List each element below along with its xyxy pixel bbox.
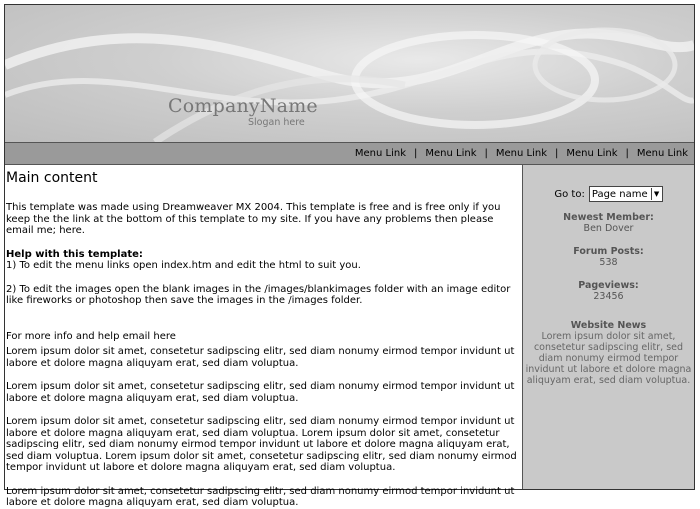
- header-banner: [5, 5, 694, 142]
- forum-posts-value: 538: [599, 257, 618, 268]
- page-frame: [4, 4, 695, 508]
- goto-label: Go to:: [554, 188, 585, 200]
- website-news-body: Lorem ipsum dolor sit amet, consetetur sadipscing elitr, sed diam nonumy eirmod tempor invidunt ut labore et dolore magna aliquyam erat, sed diam voluptua.: [525, 331, 692, 386]
- website-news-title: Website News: [570, 320, 647, 331]
- newest-member-label: Newest Member:: [563, 212, 654, 223]
- help-section: [6, 249, 522, 272]
- company-name: CompanyName: [168, 95, 318, 117]
- page-select-value: Page name: [591, 188, 648, 200]
- goto-row: [523, 186, 694, 202]
- lorem-paragraph-1: Lorem ipsum dolor sit amet, consetetur sadipscing elitr, sed diam nonumy eirmod tempor invidunt ut labore et dolore magna aliquyam erat, sed diam voluptua.: [6, 346, 515, 369]
- menu-link-1[interactable]: Menu Link: [354, 148, 406, 159]
- intro-paragraph: This template was made using Dreamweaver MX 2004. This template is free and is free only if you keep the the link at the bottom of this template to my site. If you have any problems then please email me; here.: [6, 202, 501, 236]
- lorem-paragraph-2: Lorem ipsum dolor sit amet, consetetur sadipscing elitr, sed diam nonumy eirmod tempor invidunt ut labore et dolore magna aliquyam erat, sed diam voluptua.: [6, 381, 515, 404]
- menu-separator: |: [555, 148, 559, 159]
- menu-link-5[interactable]: Menu Link: [636, 148, 688, 159]
- lorem-paragraph-3: Lorem ipsum dolor sit amet, consetetur sadipscing elitr, sed diam nonumy eirmod tempor invidunt ut labore et dolore magna aliquyam erat, sed diam voluptua. Lorem ipsum dolor sit amet, consetetur sadipscing elitr, sed diam nonumy eirmod tempor invidunt ut labore et dolore magna aliquyam erat, sed diam voluptua. Lorem ipsum dolor sit amet, consetetur sadipscing elitr, sed diam nonumy eirmod tempor invidunt ut labore et dolore magna aliquyam erat, sed diam voluptua.: [6, 416, 517, 473]
- help-step-2: 2) To edit the images open the blank images in the /images/blankimages folder with an image editor like fireworks or photoshop then save the images in the /images folder.: [6, 283, 511, 306]
- main-title: Main content: [6, 170, 98, 186]
- menu-link-2[interactable]: Menu Link: [425, 148, 477, 159]
- forum-posts-label: Forum Posts:: [573, 246, 644, 257]
- help-heading: Help with this template:: [6, 248, 143, 260]
- newest-member-value: Ben Dover: [583, 223, 634, 234]
- menu-separator: |: [484, 148, 488, 159]
- menu-separator: |: [625, 148, 629, 159]
- sidebar: [522, 165, 694, 489]
- menu-link-4[interactable]: Menu Link: [566, 148, 618, 159]
- header-swirl-graphic: [5, 5, 694, 142]
- lorem-paragraph-4: Lorem ipsum dolor sit amet, consetetur sadipscing elitr, sed diam nonumy eirmod tempor invidunt ut labore et dolore magna aliquyam erat, sed diam voluptua.: [6, 485, 515, 508]
- menu-separator: |: [414, 148, 418, 159]
- slogan: Slogan here: [248, 117, 305, 128]
- help-step-1: 1) To edit the menu links open index.htm and edit the html to suit you.: [6, 260, 361, 271]
- menu-link-3[interactable]: Menu Link: [495, 148, 547, 159]
- pageviews-label: Pageviews:: [578, 280, 639, 291]
- dropdown-arrow-icon[interactable]: ▼: [651, 188, 662, 200]
- page-select-dropdown[interactable]: [589, 186, 663, 202]
- pageviews-value: 23456: [593, 291, 624, 302]
- main-content: [5, 165, 522, 508]
- more-info-text: For more info and help email here: [6, 330, 176, 342]
- menu-bar: [5, 142, 694, 165]
